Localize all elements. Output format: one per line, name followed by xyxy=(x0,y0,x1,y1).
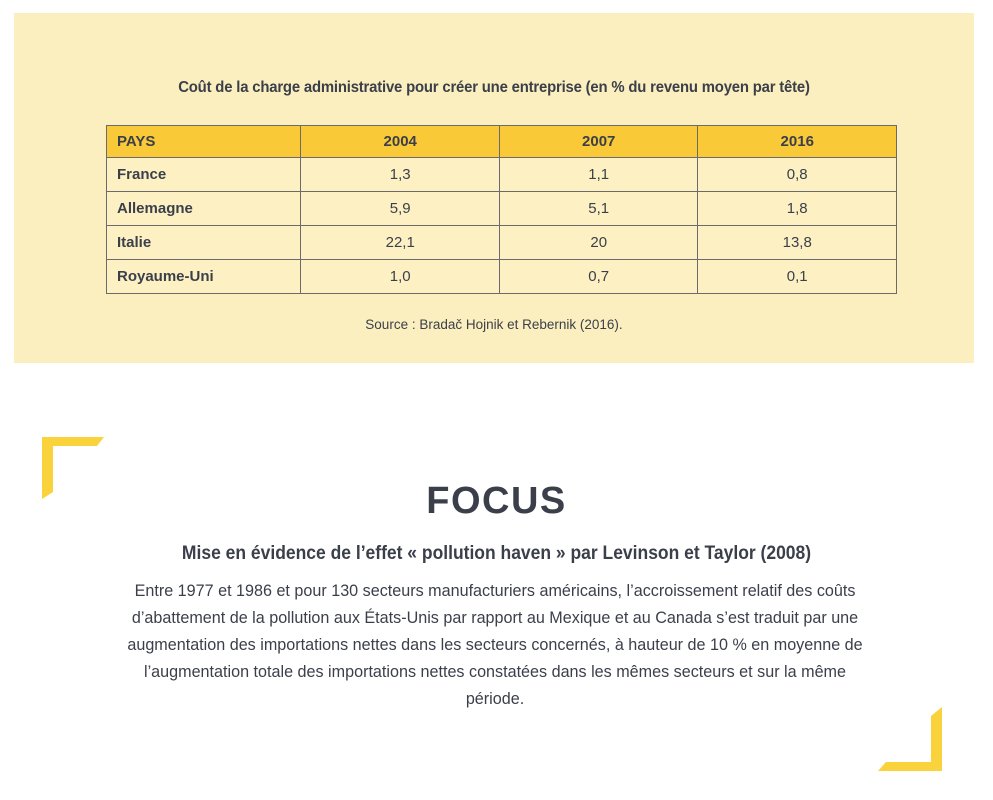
corner-bracket-bottom-right-icon xyxy=(878,707,942,771)
row-country: Allemagne xyxy=(107,192,301,226)
row-country: Royaume-Uni xyxy=(107,260,301,294)
cell-value: 0,1 xyxy=(698,260,897,294)
cell-value: 0,7 xyxy=(499,260,698,294)
header-2016: 2016 xyxy=(698,126,897,158)
focus-title: FOCUS xyxy=(426,480,567,522)
table-row xyxy=(107,158,897,192)
cell-value: 1,0 xyxy=(301,260,500,294)
cell-value: 5,9 xyxy=(301,192,500,226)
table-row xyxy=(107,192,897,226)
cell-value: 1,1 xyxy=(499,158,698,192)
header-2004: 2004 xyxy=(301,126,500,158)
focus-body: Entre 1977 et 1986 et pour 130 secteurs manufacturiers américains, l’accroissement relatif des coûts d’abattement de la pollution aux États-Unis par rapport au Mexique et au Canada s’est traduit par une augmentation des importations nettes dans les secteurs concernés, à hauteur de 10 % en moyenne de l’augmentation totale des importations nettes constatées dans les mêmes secteurs et sur la même période. xyxy=(127,581,863,708)
row-country: France xyxy=(107,158,301,192)
header-country: PAYS xyxy=(107,126,301,158)
cell-value: 22,1 xyxy=(301,226,500,260)
table-title: Coût de la charge administrative pour créer une entreprise (en % du revenu moyen par tête) xyxy=(178,79,810,96)
cell-value: 0,8 xyxy=(698,158,897,192)
cell-value: 20 xyxy=(499,226,698,260)
table-source: Source : Bradač Hojnik et Rebernik (2016). xyxy=(365,317,623,332)
cell-value: 5,1 xyxy=(499,192,698,226)
focus-subtitle: Mise en évidence de l’effet « pollution haven » par Levinson et Taylor (2008) xyxy=(181,543,812,564)
cell-value: 13,8 xyxy=(698,226,897,260)
cell-value: 1,8 xyxy=(698,192,897,226)
data-table xyxy=(106,125,897,294)
table-header-row xyxy=(107,126,897,158)
table-row xyxy=(107,260,897,294)
table-panel xyxy=(14,13,974,363)
cell-value: 1,3 xyxy=(301,158,500,192)
table-row xyxy=(107,226,897,260)
row-country: Italie xyxy=(107,226,301,260)
header-2007: 2007 xyxy=(499,126,698,158)
